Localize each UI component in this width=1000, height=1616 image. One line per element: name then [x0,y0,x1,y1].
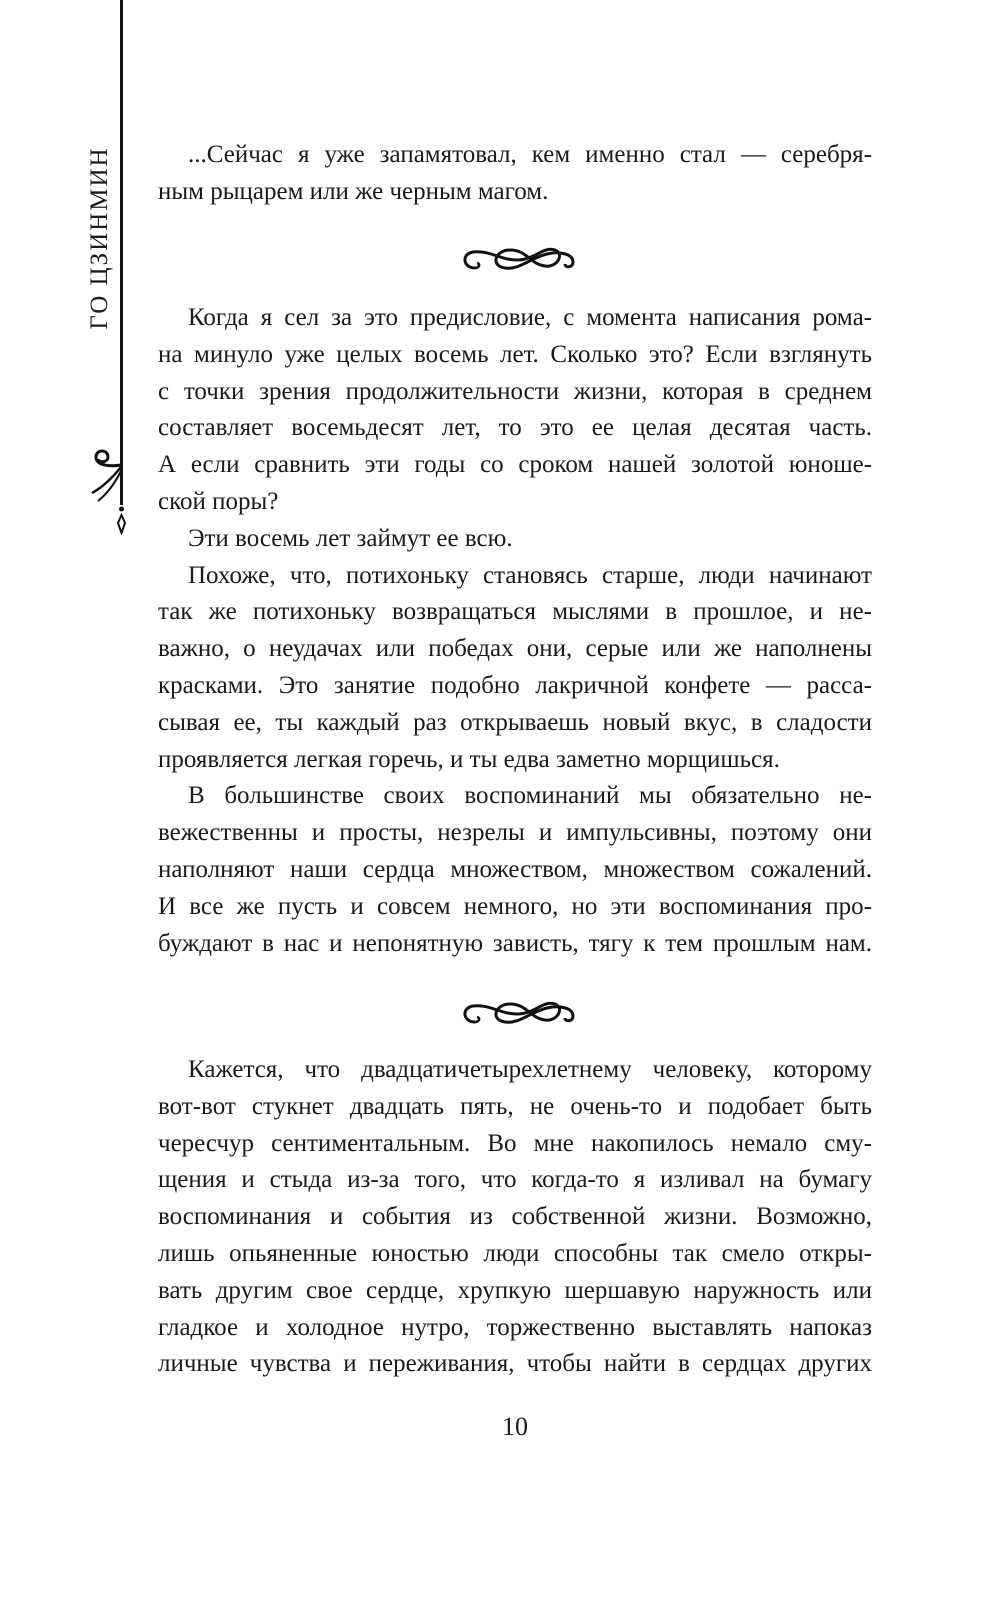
text-line: буждают в нас и непонятную зависть, тягу к тем прошлым нам. [158,929,872,957]
section-divider-ornament-icon [455,992,580,1032]
text-line: на минуло уже целых восемь лет. Сколько это? Если взглянуть [158,340,872,368]
text-line: наполняют наши сердца множеством, множеством сожалений. [158,855,872,883]
text-line: лишь опьяненные юностью люди способны так смело откры- [158,1239,872,1267]
decorative-vertical-rule [120,0,123,505]
text-line: воспоминания и события из собственной жизни. Возможно, [158,1203,872,1231]
text-line: гладкое и холодное нутро, торжественно выставлять напоказ [158,1313,872,1341]
running-header-author: ГО ЦЗИНМИН [86,146,113,330]
page-number: 10 [502,1412,528,1441]
text-line: Похоже, что, потихоньку становясь старше, люди начинают [188,561,872,589]
text-line: Кажется, что двадцатичетырехлетнему человеку, которому [188,1056,872,1083]
text-line: вежественны и просты, незрелы и импульсивны, поэтому они [158,819,872,847]
text-line: И все же пусть и совсем немного, но эти воспоминания про- [158,892,872,920]
text-line: с точки зрения продолжительности жизни, которая в среднем [158,377,872,405]
text-line: щения и стыда из-за того, что когда-то я изливал на бумагу [158,1166,872,1194]
text-line: так же потихоньку возвращаться мыслями в прошлое, и не- [158,598,872,626]
text-line: ...Сейчас я уже запамятовал, кем именно стал — серебря- [188,141,872,168]
text-line: проявляется легкая горечь, и ты едва заметно морщишься. [158,745,780,773]
text-line: сывая ее, ты каждый раз открываешь новый вкус, в сладости [158,708,872,736]
text-line: важно, о неудачах или победах они, серые или же наполнены [158,635,872,663]
text-line: красками. Это занятие подобно лакричной конфете — расса- [158,671,872,699]
text-section-opening [158,137,872,211]
text-line: А если сравнить эти годы со сроком нашей золотой юноше- [158,451,872,479]
flourish-ornament-icon [88,445,128,535]
text-line: вать другим свое сердце, хрупкую шершавую наружность или [158,1276,872,1304]
text-line: Когда я сел за это предисловие, с момента написания рома- [188,304,872,331]
text-line: Эти восемь лет займут ее всю. [188,524,513,552]
text-line: составляет восемьдесят лет, то это ее целая десятая часть. [158,414,872,442]
text-line: ской поры? [158,487,279,515]
text-line: личные чувства и переживания, чтобы найти в сердцах других [158,1350,872,1378]
text-line: ным рыцарем или же черным магом. [158,177,549,205]
section-divider-ornament-icon [455,238,580,278]
text-line: вот-вот стукнет двадцать пять, не очень-то и подобает быть [158,1092,872,1120]
text-section-main [158,300,872,962]
text-section-closing [158,1052,872,1383]
text-line: В большинстве своих воспоминаний мы обязательно не- [188,782,872,810]
text-line: чересчур сентиментальным. Во мне накопилось немало сму- [158,1129,872,1157]
